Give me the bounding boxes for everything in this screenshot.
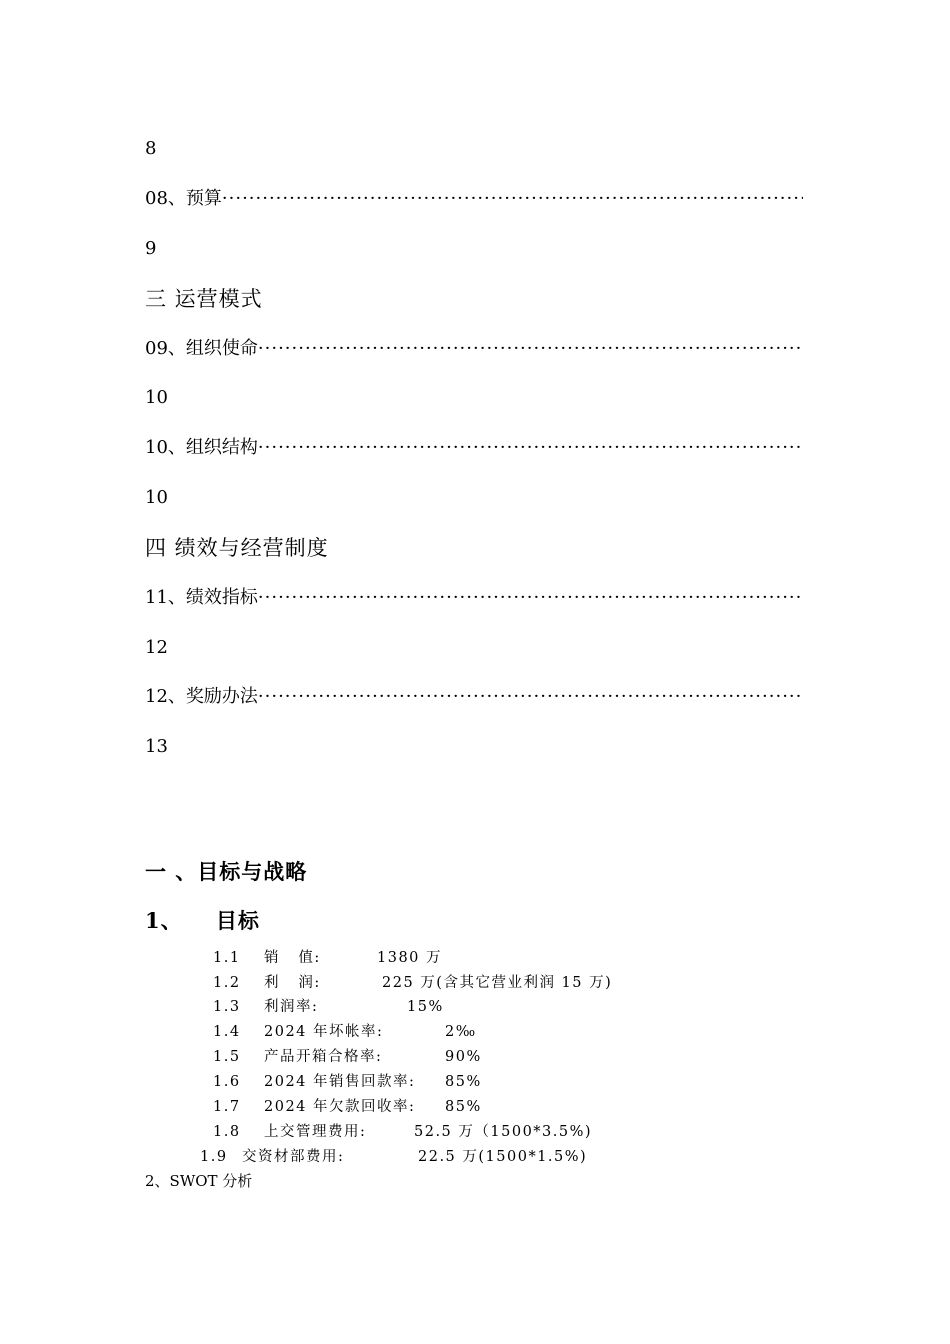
- target-value: 85%: [445, 1099, 482, 1115]
- target-number: 1.5: [213, 1049, 241, 1065]
- toc-entry-label: 10、组织结构: [145, 437, 258, 458]
- target-label: 2024 年欠款回收率:: [264, 1099, 416, 1115]
- toc-entry-label: 09、组织使命: [145, 338, 258, 359]
- toc-dot-leader: [258, 586, 803, 610]
- target-number: 1.7: [213, 1099, 241, 1115]
- toc-entry-10[interactable]: [145, 436, 803, 460]
- target-value: 2‰: [445, 1024, 477, 1040]
- toc-dot-leader: [222, 187, 803, 211]
- target-value: 1380 万: [377, 950, 443, 966]
- toc-page-number: 10: [145, 487, 168, 508]
- target-label: 上交管理费用:: [264, 1124, 367, 1140]
- target-value: 15%: [407, 999, 444, 1015]
- chapter-subtitle: 1、 目标: [145, 908, 260, 933]
- target-number: 1.4: [213, 1024, 241, 1040]
- toc-entry-label: 12、奖励办法: [145, 686, 258, 707]
- target-value: 85%: [445, 1074, 482, 1090]
- toc-section-heading: 三 运营模式: [145, 287, 263, 311]
- toc-page-number: 12: [145, 637, 168, 658]
- toc-entry-label: 08、预算: [145, 188, 222, 209]
- toc-section-heading: 四 绩效与经营制度: [145, 536, 329, 560]
- target-value: 225 万(含其它营业利润 15 万): [382, 975, 613, 991]
- toc-entry-label: 11、绩效指标: [145, 587, 258, 608]
- target-value: 52.5 万（1500*3.5%): [414, 1124, 593, 1140]
- target-number: 1.6: [213, 1074, 241, 1090]
- toc-dot-leader: [258, 685, 803, 709]
- swot-heading: 2、SWOT 分析: [145, 1172, 253, 1190]
- toc-page-number: 10: [145, 387, 168, 408]
- toc-entry-09[interactable]: [145, 337, 803, 361]
- chapter-title: 一 、目标与战略: [145, 859, 308, 884]
- target-label: 交资材部费用:: [242, 1149, 345, 1165]
- toc-dot-leader: [258, 337, 803, 361]
- toc-page-number: 9: [145, 238, 157, 259]
- target-value: 22.5 万(1500*1.5%): [418, 1149, 588, 1165]
- target-value: 90%: [445, 1049, 482, 1065]
- target-label: 销 值:: [264, 950, 321, 966]
- target-number: 1.2: [213, 975, 241, 991]
- target-label: 产品开箱合格率:: [264, 1049, 383, 1065]
- toc-entry-08[interactable]: [145, 187, 803, 211]
- toc-page-number: 8: [145, 138, 157, 159]
- target-label: 2024 年坏帐率:: [264, 1024, 384, 1040]
- target-number: 1.1: [213, 950, 241, 966]
- toc-entry-12[interactable]: [145, 685, 803, 709]
- toc-page-number: 13: [145, 736, 168, 757]
- target-number: 1.8: [213, 1124, 241, 1140]
- target-label: 2024 年销售回款率:: [264, 1074, 416, 1090]
- target-number: 1.9: [200, 1149, 228, 1165]
- toc-dot-leader: [258, 436, 803, 460]
- target-number: 1.3: [213, 999, 241, 1015]
- target-label: 利润率:: [264, 999, 319, 1015]
- toc-entry-11[interactable]: [145, 586, 803, 610]
- target-label: 利 润:: [264, 975, 321, 991]
